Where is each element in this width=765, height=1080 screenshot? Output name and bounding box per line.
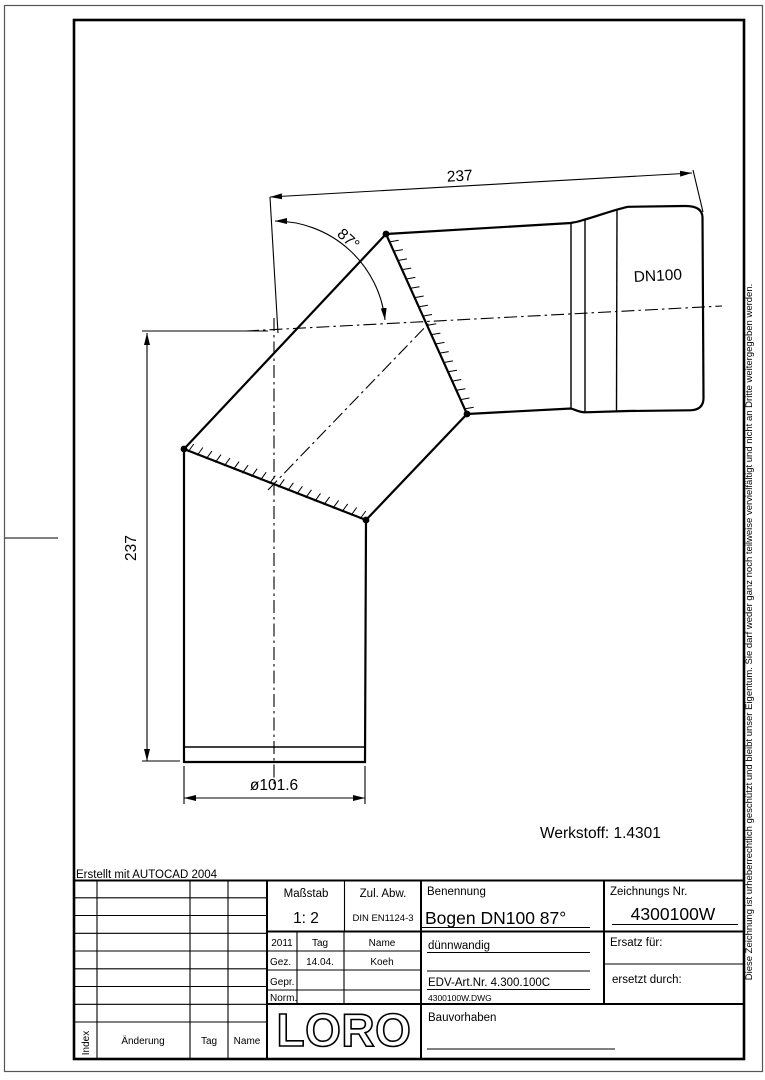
name-header-cell: Name <box>368 938 396 949</box>
dim-top-value: 237 <box>446 167 474 186</box>
loro-logo: LORO <box>276 1004 412 1056</box>
weld-hatch-upper <box>389 240 474 409</box>
joint-corner-dot <box>363 517 370 524</box>
title-block <box>74 869 744 1059</box>
scale-label: Maßstab <box>283 888 329 900</box>
ersatz-fuer-label: Ersatz für: <box>610 937 663 949</box>
gez-name: Koeh <box>370 957 394 968</box>
dim-diameter-value: ø101.6 <box>249 777 299 794</box>
change-column-header: Änderung <box>121 1036 165 1047</box>
weld-seam-lower <box>184 449 366 520</box>
middle-axis-center-line <box>268 321 431 490</box>
pipe-size-label: DN100 <box>633 266 683 286</box>
revision-table <box>74 880 267 1059</box>
middle-segment-left-edge <box>184 234 386 449</box>
edv-art-nr: EDV-Art.Nr. 4.300.100C <box>428 977 551 989</box>
joint-corner-dot <box>181 446 188 453</box>
subtitle-value: dünnwandig <box>428 940 491 952</box>
drawing-no-value: 4300100W <box>630 904 716 924</box>
socket-ring-3 <box>617 209 618 411</box>
scale-value: 1: 2 <box>293 910 319 927</box>
copyright-note-vertical: Diese Zeichnung ist urheberrechtlich geschützt und bleibt unser Eigentum. Sie darf weder ganz noch teilweise vervielfältigt und nicht an Dritte weitergegeben werden. <box>744 283 755 981</box>
lower-pipe-outline <box>184 449 366 762</box>
tag-header-cell: Tag <box>311 938 329 949</box>
drawing-number-section <box>604 886 744 986</box>
upper-axis-center-line <box>246 306 722 331</box>
gez-date: 14.04. <box>306 957 334 968</box>
gepr-label: Gepr. <box>270 977 295 988</box>
benennung-label: Benennung <box>427 886 486 898</box>
dim-left-value: 237 <box>123 535 140 561</box>
tolerance-label: Zul. Abw. <box>359 888 407 900</box>
tolerance-value: DIN EN1124-3 <box>352 913 414 924</box>
angle-arc <box>275 221 385 320</box>
gez-label: Gez. <box>270 957 292 968</box>
dim-ext-line-right <box>693 170 703 212</box>
norm-label: Norm. <box>270 993 298 1004</box>
designation-section <box>421 886 615 1049</box>
middle-segment-right-edge <box>366 414 467 520</box>
dim-line-top <box>270 173 692 197</box>
project-label: Bauvorhaben <box>428 1012 497 1024</box>
year-cell: 2011 <box>271 938 293 949</box>
index-column-header: Index <box>81 1030 92 1056</box>
dwg-file-name: 4300100W.DWG <box>428 993 492 1003</box>
tag-column-header: Tag <box>200 1036 218 1047</box>
dim-ext-line-left <box>270 197 278 333</box>
pipe-elbow-drawing <box>123 167 722 842</box>
created-with-note: Erstellt mit AUTOCAD 2004 <box>76 869 218 881</box>
name-column-header: Name <box>233 1036 261 1047</box>
weld-seam-upper <box>386 234 467 414</box>
benennung-value: Bogen DN100 87° <box>425 908 567 928</box>
angle-value: 87° <box>333 225 363 254</box>
drawing-no-label: Zeichnungs Nr. <box>610 886 688 898</box>
scale-section <box>267 880 421 1056</box>
ersetzt-durch-label: ersetzt durch: <box>612 974 682 986</box>
material-label: Werkstoff: 1.4301 <box>540 825 661 842</box>
